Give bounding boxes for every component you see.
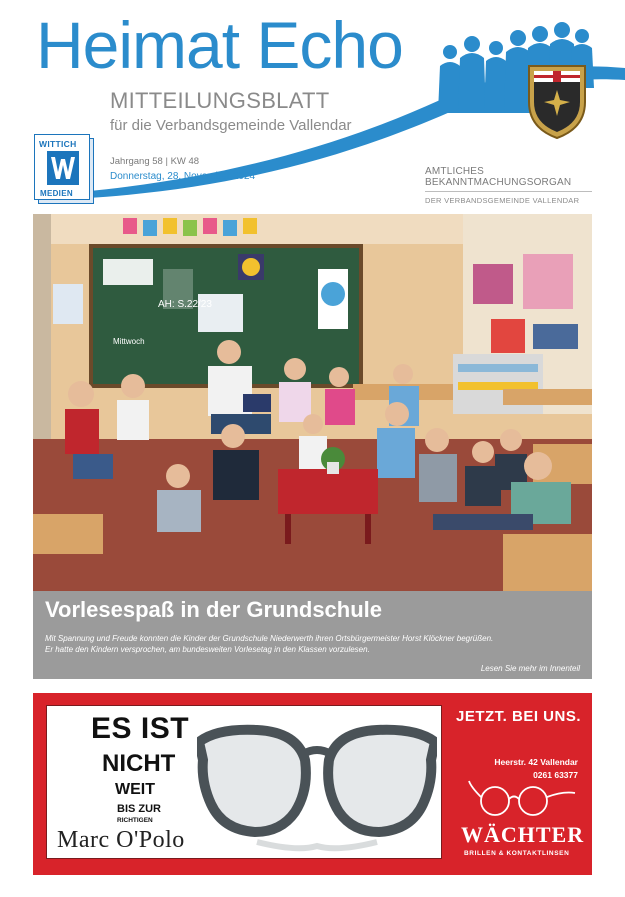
publisher-logo-bottom: MEDIEN bbox=[40, 189, 73, 198]
official-label bbox=[425, 166, 571, 188]
ad-line1: ES IST bbox=[91, 712, 190, 745]
ad-line5: RICHTIGEN bbox=[117, 817, 153, 824]
cover-teaser bbox=[45, 633, 585, 655]
masthead-title: Heimat Echo bbox=[36, 8, 403, 82]
cover-teaser-line2: Er hatte den Kindern versprochen, am bundesweiten Vorlesetag in den Klassen vorzulesen. bbox=[45, 645, 370, 654]
eyeglasses-icon bbox=[197, 720, 437, 860]
official-line1: AMTLICHES bbox=[425, 166, 485, 177]
chalkboard-text-1: AH: S.22/23 bbox=[158, 299, 212, 310]
masthead-subline: für die Verbandsgemeinde Vallendar bbox=[110, 117, 352, 134]
ad-line3: WEIT bbox=[115, 781, 155, 798]
ad-creative-panel bbox=[46, 705, 442, 859]
ad-line2: NICHT bbox=[102, 750, 176, 777]
official-sub: DER VERBANDSGEMEINDE VALLENDAR bbox=[425, 196, 580, 205]
publisher-w-icon bbox=[47, 151, 79, 185]
publisher-logo-box bbox=[34, 134, 90, 200]
publisher-logo bbox=[34, 134, 96, 204]
ad-shop-tagline: BRILLEN & KONTAKTLINSEN bbox=[464, 850, 570, 857]
official-divider bbox=[425, 191, 592, 192]
issue-number: Jahrgang 58 | KW 48 bbox=[110, 156, 200, 167]
publisher-logo-top: WITTICH bbox=[39, 139, 77, 149]
spectacles-line-icon bbox=[467, 779, 577, 819]
chalkboard-text-2: Mittwoch bbox=[113, 337, 145, 346]
official-line2: BEKANNTMACHUNGSORGAN bbox=[425, 177, 572, 188]
ad-phone: 0261 63377 bbox=[533, 770, 578, 780]
cover-photo bbox=[33, 214, 592, 591]
masthead bbox=[0, 0, 625, 212]
cover-headline: Vorlesespaß in der Grundschule bbox=[45, 597, 383, 622]
advertisement[interactable] bbox=[33, 693, 592, 875]
cover-teaser-line1: Mit Spannung und Freude konnten die Kinder der Grundschule Niederwerth ihren Ortsbürgermeister Horst Klöckner begrüßen. bbox=[45, 634, 494, 643]
ad-line4: BIS ZUR bbox=[117, 803, 161, 815]
headline-banner bbox=[33, 591, 592, 679]
masthead-subtitle: MITTEILUNGSBLATT bbox=[110, 88, 330, 113]
read-more-link[interactable]: Lesen Sie mehr im Innenteil bbox=[480, 664, 580, 673]
ad-shop-name: WÄCHTER bbox=[461, 822, 585, 847]
ad-cta: JETZT. BEI UNS. bbox=[456, 708, 582, 725]
ad-brand-logo: Marc O'Polo bbox=[57, 827, 185, 853]
coat-of-arms-icon bbox=[525, 62, 589, 140]
ad-address: Heerstr. 42 Vallendar bbox=[494, 757, 578, 767]
issue-date: Donnerstag, 28. November 2024 bbox=[110, 171, 256, 182]
